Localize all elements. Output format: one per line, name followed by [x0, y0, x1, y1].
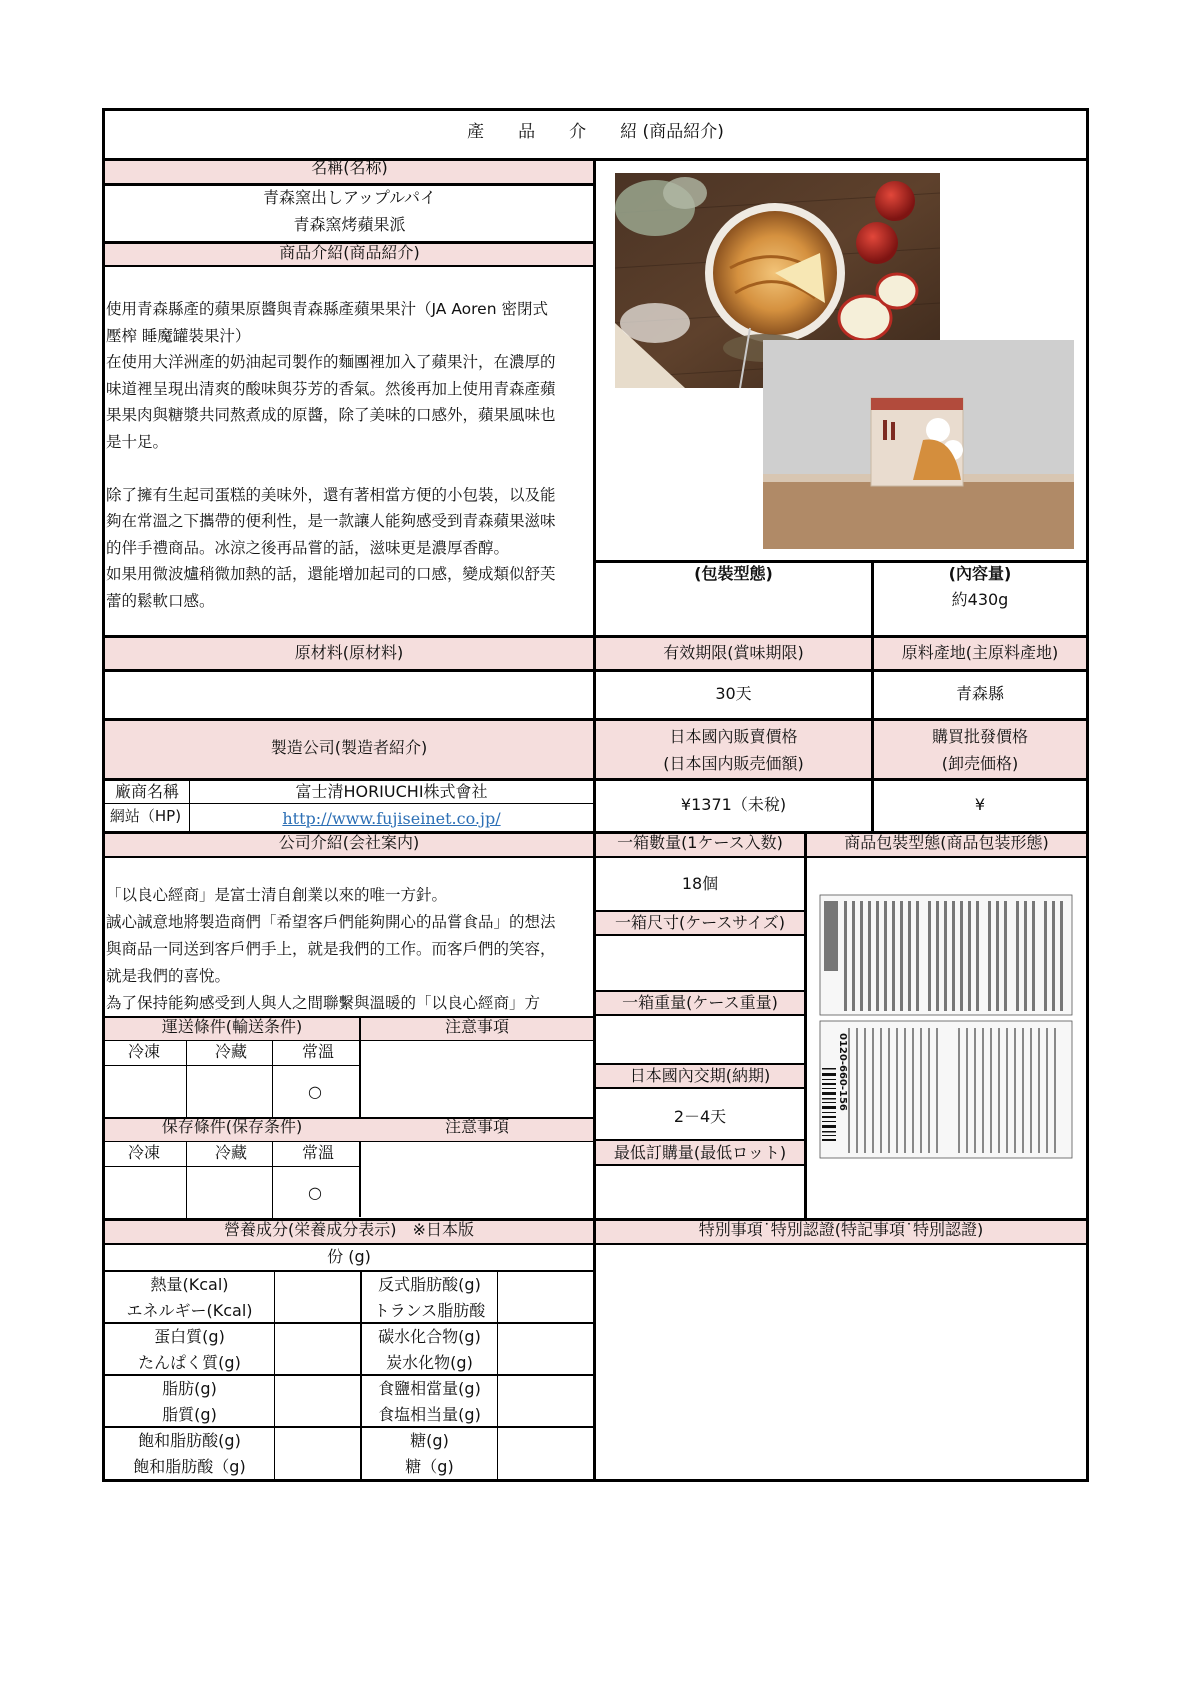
lead-time-label: 日本國內交期(納期) [629, 1066, 771, 1085]
transport-chilled: 冷藏 [215, 1042, 248, 1061]
pack-form-label: 商品包裝型態(商品包装形態) [844, 833, 1049, 852]
contents-label: (內容量) [948, 564, 1012, 583]
case-qty-value: 18個 [681, 874, 719, 893]
transport-notes-header: 注意事項 [444, 1017, 509, 1036]
wholesale-value: ¥ [974, 795, 986, 814]
storage-notes-header: 注意事項 [444, 1117, 509, 1136]
lead-time-value: 2－4天 [673, 1107, 727, 1126]
nutrition-sugar-label: 糖(g) 糖（g) [405, 1431, 454, 1476]
nutrition-header: 營養成分(栄養成分表示) ※日本版 [224, 1220, 474, 1239]
jp-price-label: 日本國內販賣價格 (日本国内販売価額) [663, 727, 804, 773]
serving-label: 份 (g) [327, 1247, 371, 1266]
case-weight-label: 一箱重量(ケース重量) [622, 993, 778, 1012]
package-label-image [818, 893, 1074, 1160]
nutrition-saturated-fat-label: 飽和脂肪酸(g) 飽和脂肪酸（g) [133, 1431, 246, 1476]
package-box-photo [763, 340, 1074, 549]
maker-name-label: 廠商名稱 [114, 782, 179, 801]
contents-value: 約430g [951, 590, 1009, 609]
storage-ambient-mark: ○ [308, 1183, 322, 1202]
product-description: 使用青森縣產的蘋果原醬與青森縣產蘋果果汁（JA Aoren 密閉式 壓榨 睡魔罐裝果汁） 在使用大洋洲產的奶油起司製作的麵團裡加入了蘋果汁，在濃厚的 味道裡呈現出清爽的酸味與芬芳的香氣。然後再加上使用青森產蘋 果果肉與糖漿共同熬煮成的原醬，除了美味的口感外，蘋果風味也 是十足。 除了擁有生起司蛋糕的美味外，還有著相當方便的小包裝，以及能 夠在常溫之下攜帶的便利性，是一款讓人能夠感受到青森蘋果滋味 的伴手禮商品。冰涼之後再品嘗的話，滋味更是濃厚香醇。 如果用微波爐稍微加熱的話，還能增加起司的口感，變成類似舒芙 蕾的鬆軟口感。 [106, 300, 556, 610]
product-name-jp: 青森窯出しアップルパイ [262, 188, 437, 207]
origin-value: 青森縣 [955, 684, 1004, 703]
origin-label: 原料產地(主原料產地) [901, 643, 1059, 662]
jp-price-value: ¥1371（未稅) [680, 795, 787, 814]
special-header: 特別事項˙特別認證(特記事項˙特別認證) [698, 1220, 984, 1239]
maker-header: 製造公司(製造者紹介) [270, 738, 428, 757]
ingredients-header: 原材料(原材料) [294, 643, 404, 662]
transport-header: 運送條件(輸送条件) [161, 1017, 303, 1036]
nutrition-trans-fat-label: 反式脂肪酸(g) トランス脂肪酸 [373, 1275, 486, 1320]
transport-frozen: 冷凍 [128, 1042, 161, 1061]
package-type-label: (包裝型態) [694, 564, 773, 583]
transport-ambient-mark: ○ [308, 1082, 322, 1101]
storage-ambient: 常溫 [302, 1143, 335, 1162]
case-qty-label: 一箱數量(1ケース入数) [617, 833, 783, 852]
company-header: 公司介紹(会社案内) [278, 833, 420, 852]
expiry-value: 30天 [715, 684, 752, 703]
transport-ambient: 常溫 [302, 1042, 335, 1061]
case-size-label: 一箱尺寸(ケースサイズ) [614, 913, 786, 932]
nutrition-salt-label: 食鹽相當量(g) 食塩相当量(g) [378, 1379, 481, 1424]
storage-header: 保存條件(保存条件) [161, 1117, 303, 1136]
page-title: 產 品 介 紹 (商品紹介) [467, 122, 724, 142]
nutrition-fat-label: 脂肪(g) 脂質(g) [162, 1379, 217, 1424]
nutrition-carbs-label: 碳水化合物(g) 炭水化物(g) [378, 1327, 481, 1372]
min-order-label: 最低訂購量(最低ロット) [613, 1143, 787, 1162]
storage-chilled: 冷藏 [215, 1143, 248, 1162]
name-header: 名稱(名称) [311, 158, 388, 177]
nutrition-protein-label: 蛋白質(g) たんぱく質(g) [138, 1327, 241, 1372]
website-link[interactable]: http://www.fujiseinet.co.jp/ [282, 809, 501, 828]
company-description: 「以良心經商」是富士清自創業以來的唯一方針。 誠心誠意地將製造商們「希望客戶們能夠開心的品嘗食品」的想法 與商品一同送到客戶們手上，就是我們的工作。而客戶們的笑容， 就是我們的喜悅。 為了保持能夠感受到人與人之間聯繫與溫暖的「以良心經商」方 [106, 886, 556, 1012]
wholesale-label: 購買批發價格 (卸売価格) [931, 727, 1028, 773]
label-phone: 0120-660-156 [837, 1033, 848, 1111]
storage-frozen: 冷凍 [128, 1143, 161, 1162]
nutrition-energy-label: 熱量(Kcal) エネルギー(Kcal) [126, 1275, 253, 1320]
intro-header: 商品介紹(商品紹介) [279, 243, 420, 262]
website-label: 網站（HP) [109, 807, 182, 825]
maker-name-value: 富士清HORIUCHI株式會社 [295, 782, 488, 801]
expiry-label: 有效期限(賞味期限) [663, 643, 804, 662]
product-name-zh: 青森窯烤蘋果派 [293, 215, 406, 234]
